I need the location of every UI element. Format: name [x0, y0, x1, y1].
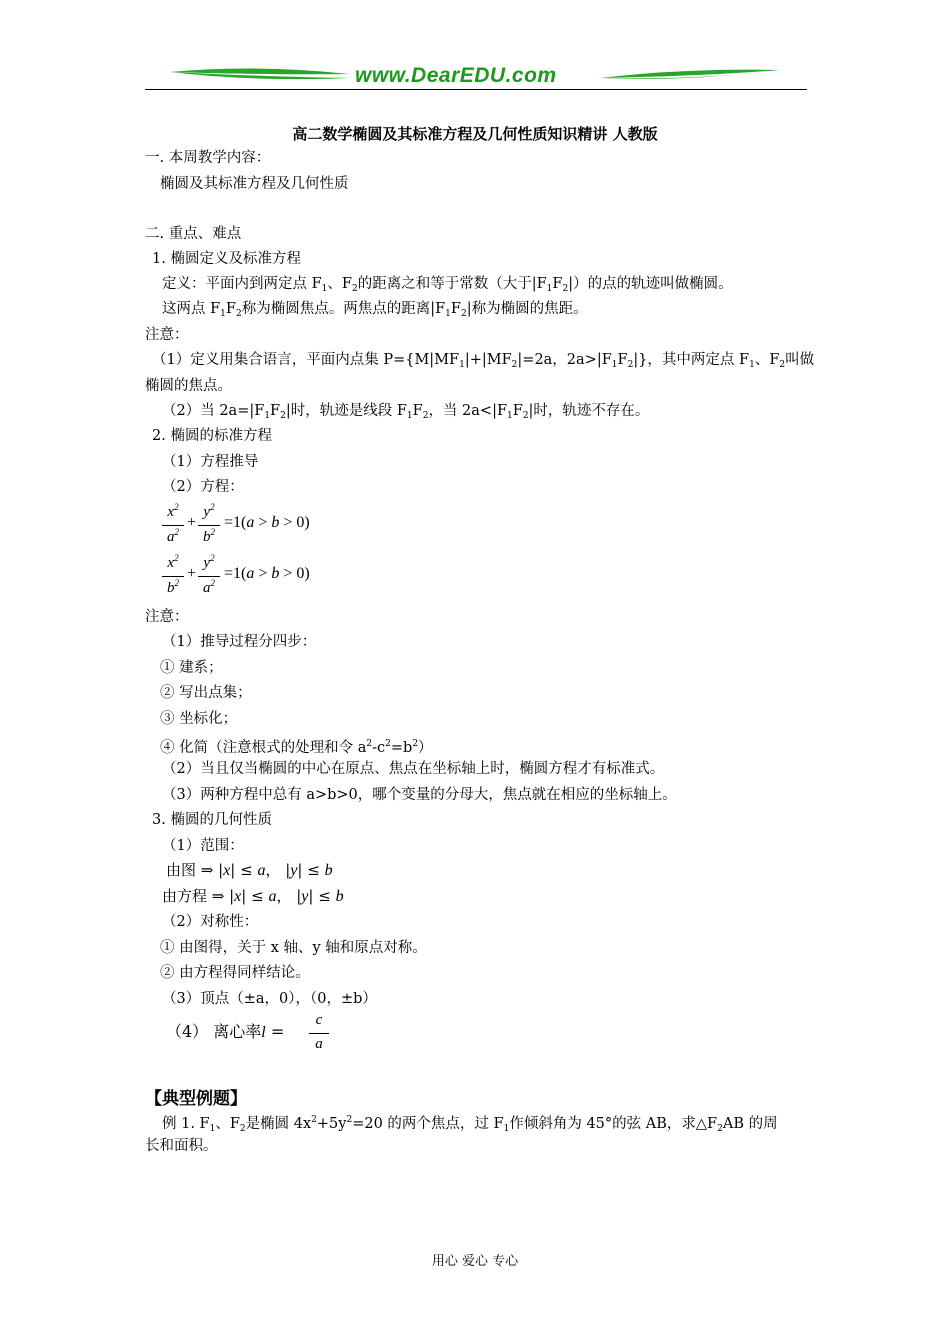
- eq1-plus: +: [187, 514, 197, 531]
- doc-title: 高二数学椭圆及其标准方程及几何性质知识精讲 人教版: [292, 125, 658, 143]
- p2-derivation: （1）方程推导: [162, 454, 259, 470]
- note-1-cont: 椭圆的焦点。: [145, 378, 232, 394]
- s1-heading: 一. 本周教学内容：: [145, 150, 271, 166]
- eq2-plus: +: [187, 565, 197, 582]
- eq1-frac-y: $y^2$ $b^2$: [198, 502, 228, 548]
- p2-equation-label: （2）方程：: [162, 479, 244, 495]
- step-3: ③ 坐标化；: [160, 711, 238, 727]
- definition-line: 定义：平面内到两定点 $F_1$、$F_2$的距离之和等于常数（大于$|F_1F_2|$）的点的轨迹叫做椭圆。: [162, 276, 733, 294]
- eccentricity-frac: c a: [308, 1012, 332, 1056]
- eq2-frac-x: $x^2$ $b^2$: [162, 553, 192, 599]
- eccentricity: （4） 离心率l =: [166, 1022, 285, 1041]
- s2-heading: 二. 重点、难点: [145, 226, 242, 242]
- site-logo: www.DearEDU.com: [355, 64, 557, 87]
- note2-2: （2）当且仅当椭圆的中心在原点、焦点在坐标轴上时，椭圆方程才有标准式。: [162, 761, 665, 777]
- step-4: ④ 化简（注意根式的处理和令 $a^2-c^2=b^2$）: [160, 739, 433, 756]
- range-heading: （1）范围：: [162, 838, 244, 854]
- step-2: ② 写出点集；: [160, 685, 252, 701]
- symmetry-heading: （2）对称性：: [162, 914, 259, 930]
- note-label: 注意：: [145, 327, 189, 343]
- vertices: （3）顶点（±a，0），（0，±b）: [162, 991, 377, 1007]
- note-1: （1）定义用集合语言，平面内点集 $P=\{M|MF_1|+|MF_2|=2a$，$2a>|F_1F_2|$}，其中两定点 $F_1$、$F_2$叫做: [152, 352, 815, 370]
- eq2-frac-y: $y^2$ $a^2$: [198, 553, 228, 599]
- symmetry-2: ② 由方程得同样结论。: [160, 965, 310, 981]
- eq1-frac-x: $x^2$ $a^2$: [162, 502, 192, 548]
- example-1: 例 1. $F_1$、$F_2$是椭圆 $4x^2+5y^2=20$ 的两个焦点，过 $F_1$作倾斜角为 45°的弦 AB，求$\triangle F_2AB$ 的周: [162, 1115, 778, 1134]
- foci-line: 这两点 $F_1F_2$称为椭圆焦点。两焦点的距离$|F_1F_2|$称为椭圆的焦距。: [162, 301, 588, 319]
- derive-steps: （1）推导过程分四步：: [162, 634, 317, 650]
- note2-3: （3）两种方程中总有 a>b>0，哪个变量的分母大，焦点就在相应的坐标轴上。: [162, 787, 677, 803]
- eq2-rest: =1(a > b > 0): [224, 565, 310, 582]
- p2-heading: 2. 椭圆的标准方程: [152, 428, 272, 444]
- eq1-rest: =1(a > b > 0): [224, 514, 310, 531]
- header-rule: [145, 89, 807, 90]
- example-1-cont: 长和面积。: [145, 1138, 218, 1154]
- note-2: （2）当 $2a=|F_1F_2|$时，轨迹是线段 $F_1F_2$，当 $2a<|F_1F_2|$时，轨迹不存在。: [162, 403, 650, 421]
- note2-label: 注意：: [145, 609, 189, 625]
- footer-slogan: 用心 爱心 专心: [431, 1254, 519, 1269]
- s1-content: 椭圆及其标准方程及几何性质: [160, 176, 349, 192]
- symmetry-1: ① 由图得，关于 x 轴、y 轴和原点对称。: [160, 940, 427, 956]
- p3-heading: 3. 椭圆的几何性质: [152, 812, 272, 828]
- examples-heading: 【典型例题】: [145, 1089, 247, 1109]
- step-1: ① 建系；: [160, 660, 223, 676]
- range-from-eq: 由方程 ⇒ |x| ≤ a， |y| ≤ b: [162, 887, 344, 905]
- p1-heading: 1. 椭圆定义及标准方程: [152, 251, 301, 267]
- range-from-graph: 由图 ⇒ |x| ≤ a， |y| ≤ b: [166, 861, 333, 879]
